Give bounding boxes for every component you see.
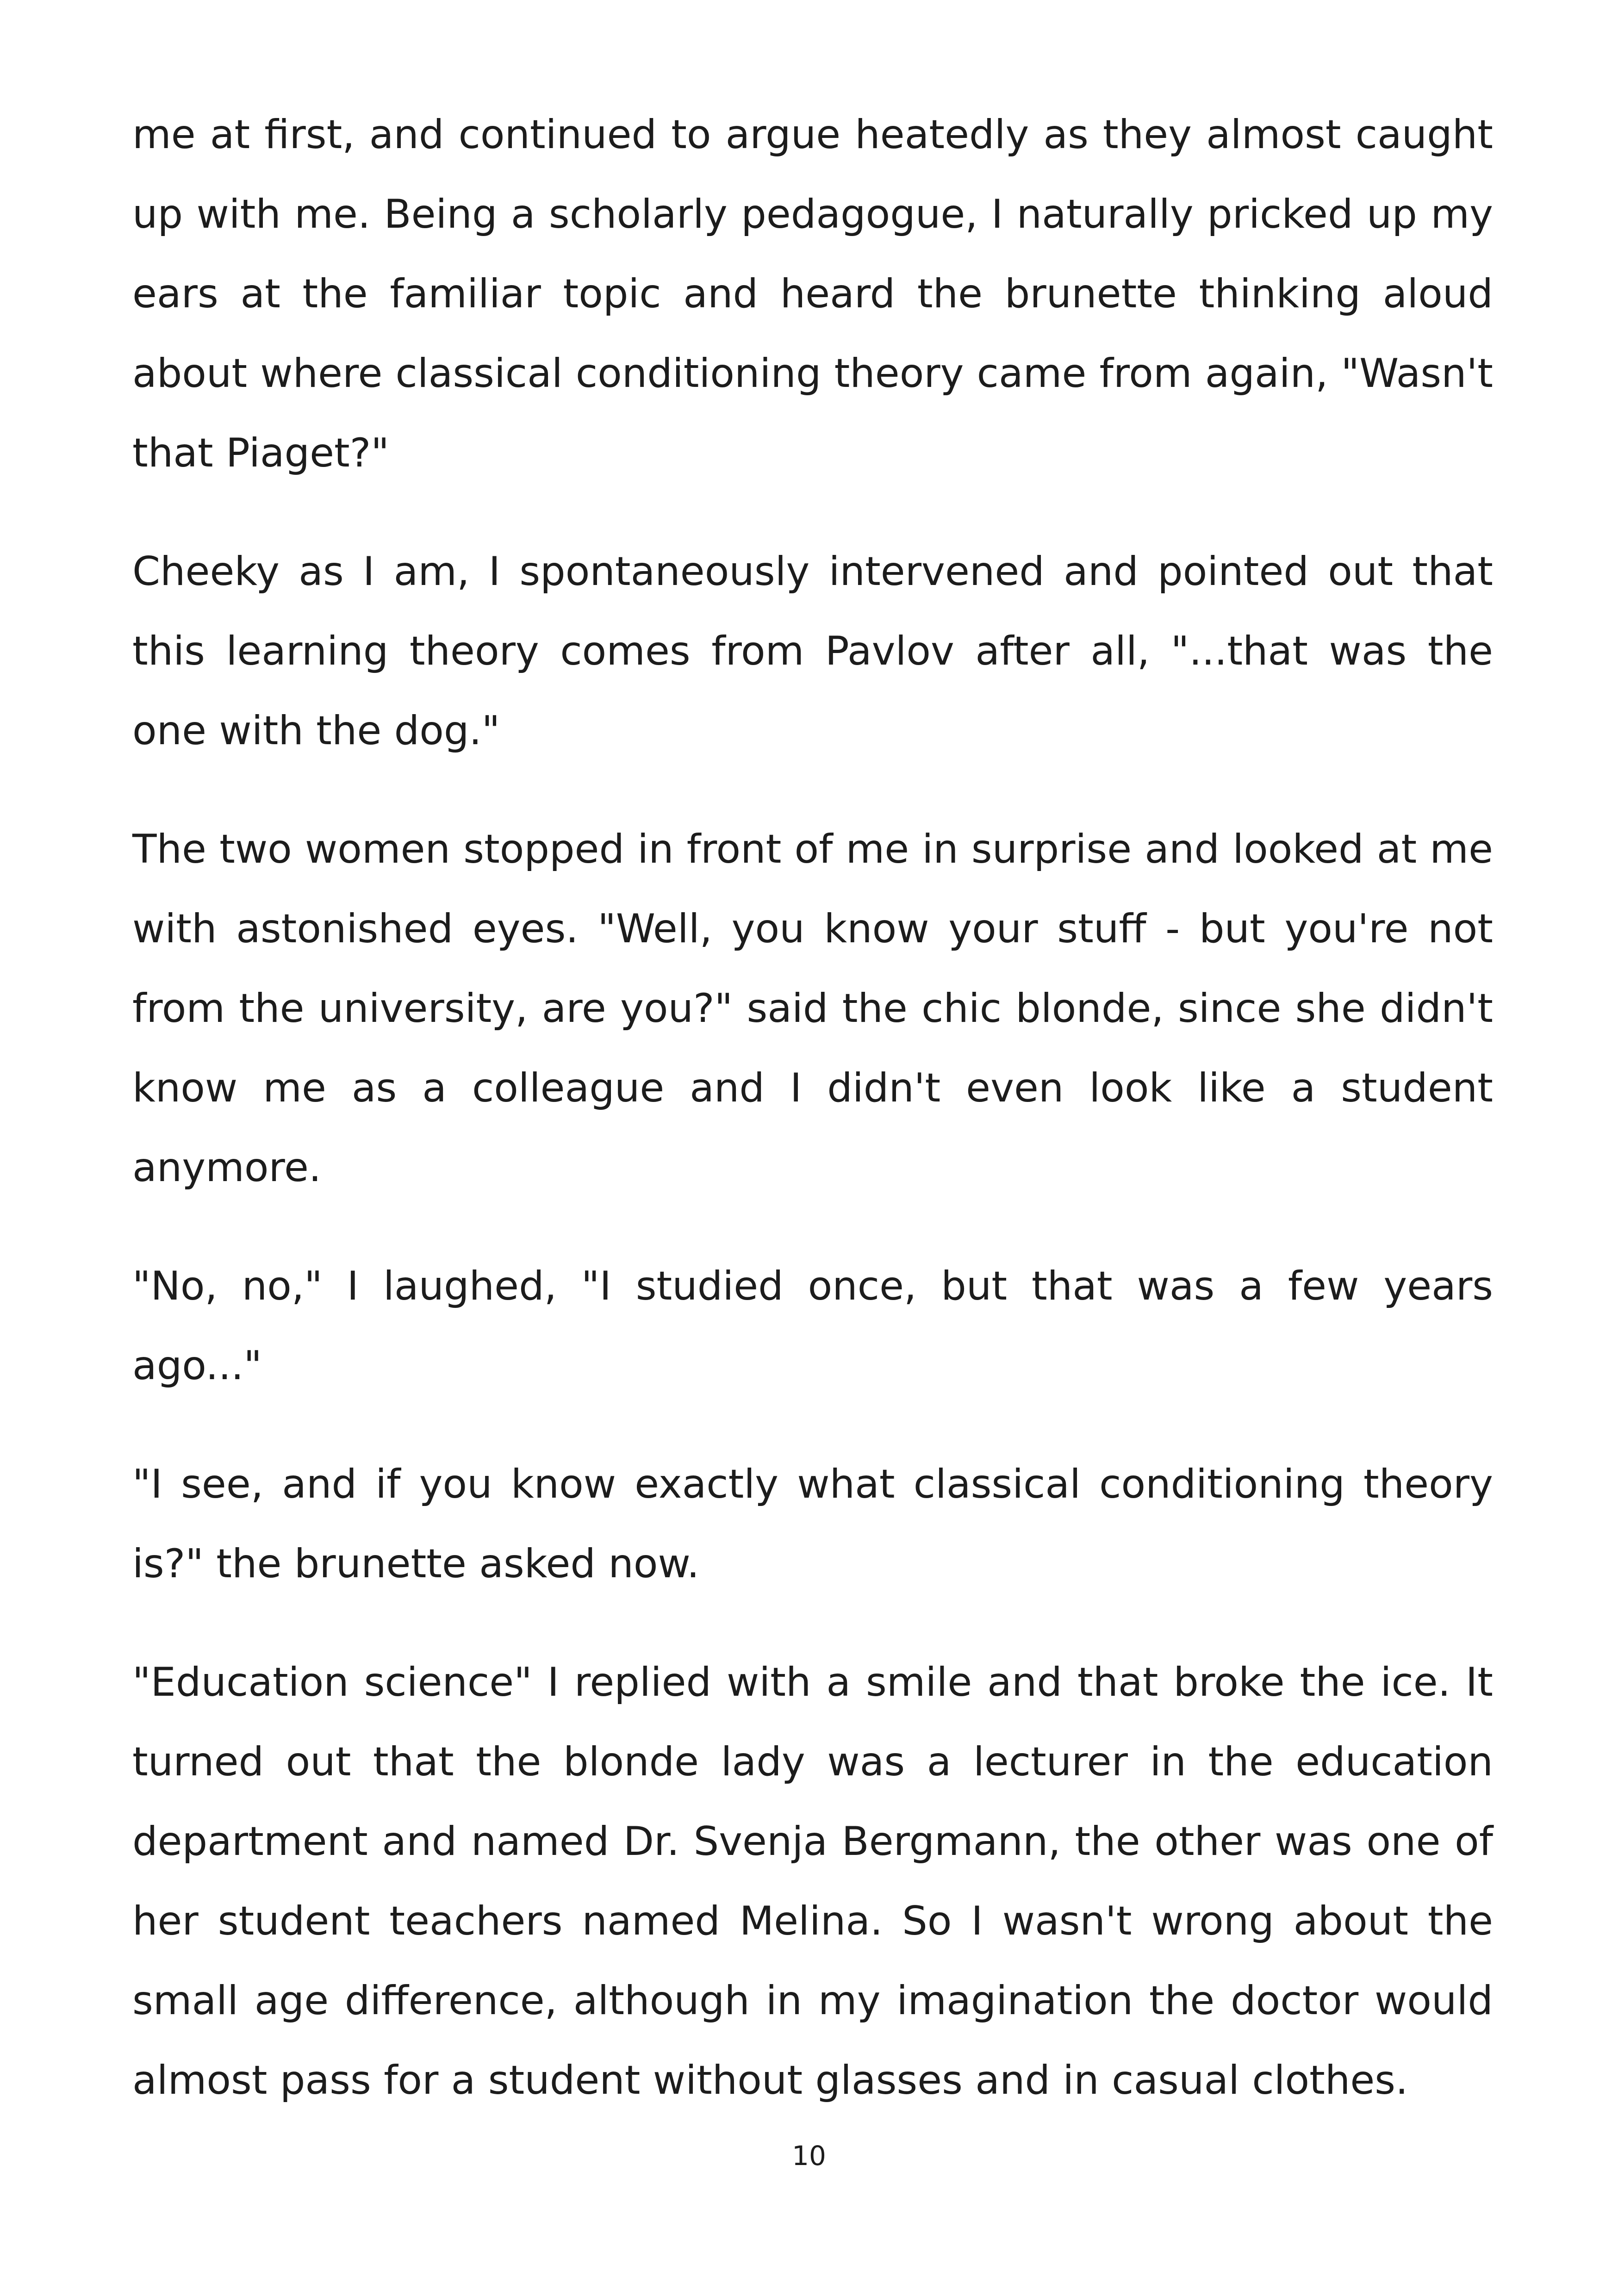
paragraph: The two women stopped in front of me in surprise and looked at me with astonished eyes. "Well, you know your stuff - but you're not from the university, are you?" said the chic blonde, since she didn't know me as a colleague and I didn't even look like a student anymore.	[132, 826, 1493, 1191]
paragraph: "No, no," I laughed, "I studied once, but that was a few years ago..."	[132, 1263, 1493, 1389]
paragraph: "Education science" I replied with a smile and that broke the ice. It turned out that the blonde lady was a lecturer in the education department and named Dr. Svenja Bergmann, the other was one of her student teachers named Melina. So I wasn't wrong about the small age difference, although in my imagination the doctor would almost pass for a student without glasses and in casual clothes.	[132, 1659, 1493, 2103]
page-number: 10	[792, 2140, 826, 2172]
paragraph: "I see, and if you know exactly what classical conditioning theory is?" the brunette asked now.	[132, 1461, 1493, 1587]
body-text	[132, 95, 1493, 2159]
paragraph: Cheeky as I am, I spontaneously intervened and pointed out that this learning theory comes from Pavlov after all, "...that was the one with the dog."	[132, 548, 1493, 754]
paragraph: me at first, and continued to argue heatedly as they almost caught up with me. Being a scholarly pedagogue, I naturally pricked up my ears at the familiar topic and heard the brunette thinking aloud about where classical conditioning theory came from again, "Wasn't that Piaget?"	[132, 112, 1493, 476]
